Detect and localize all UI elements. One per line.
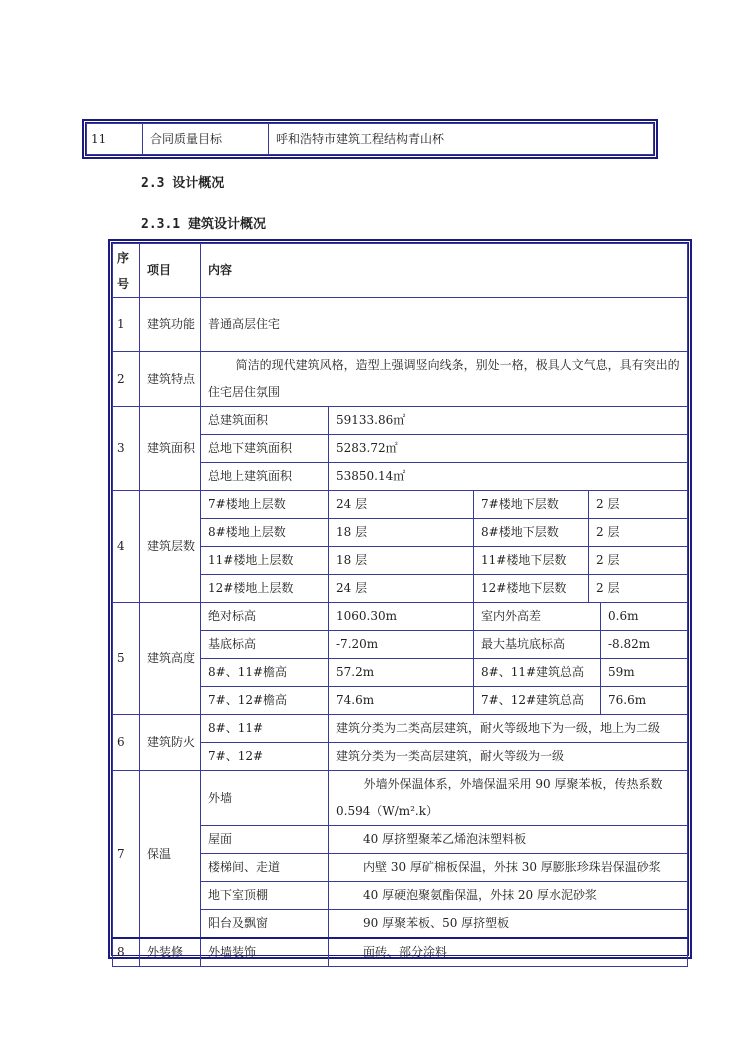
row-item: 保温 bbox=[140, 771, 201, 939]
row-item: 建筑功能 bbox=[140, 298, 201, 352]
table-row bbox=[113, 352, 688, 407]
table-row bbox=[113, 407, 688, 435]
cell-label: 8#、11# bbox=[201, 715, 329, 743]
header-content: 内容 bbox=[201, 244, 688, 298]
table-row bbox=[113, 491, 688, 519]
cell-label: 最大基坑底标高 bbox=[474, 631, 601, 659]
table-row bbox=[87, 124, 654, 155]
cell-label: 总地下建筑面积 bbox=[201, 435, 329, 463]
row-number: 1 bbox=[113, 298, 140, 352]
design-overview-table bbox=[109, 240, 691, 958]
cell-value: 2 层 bbox=[589, 519, 688, 547]
row-number: 2 bbox=[113, 352, 140, 407]
cell-value: 建筑分类为二类高层建筑，耐火等级地下为一级，地上为二级 bbox=[329, 715, 688, 743]
header-item: 项目 bbox=[140, 244, 201, 298]
table-row bbox=[113, 298, 688, 352]
cell-value: 40 厚挤塑聚苯乙烯泡沫塑料板 bbox=[329, 826, 688, 854]
cell-label: 地下室顶棚 bbox=[201, 882, 329, 910]
cell-label: 12#楼地下层数 bbox=[474, 575, 589, 603]
row-item: 外装修 bbox=[140, 938, 201, 967]
cell-value: 40 厚硬泡聚氨酯保温，外抹 20 厚水泥砂浆 bbox=[329, 882, 688, 910]
cell-label: 12#楼地上层数 bbox=[201, 575, 329, 603]
row-number: 4 bbox=[113, 491, 140, 603]
cell-label: 8#楼地上层数 bbox=[201, 519, 329, 547]
cell-value: 76.6m bbox=[601, 687, 688, 715]
row-item: 建筑层数 bbox=[140, 491, 201, 603]
subsection-heading: 2.3.1 建筑设计概况 bbox=[141, 217, 266, 232]
row-number: 3 bbox=[113, 407, 140, 491]
cell-label: 7#楼地下层数 bbox=[474, 491, 589, 519]
cell-value: 74.6m bbox=[329, 687, 474, 715]
cell-value: -8.82m bbox=[601, 631, 688, 659]
row-number: 7 bbox=[113, 771, 140, 939]
row-item: 建筑特点 bbox=[140, 352, 201, 407]
cell-label: 基底标高 bbox=[201, 631, 329, 659]
cell-label: 外墙装饰 bbox=[201, 938, 329, 967]
cell-label: 总地上建筑面积 bbox=[201, 463, 329, 491]
row-number: 11 bbox=[87, 124, 143, 155]
cell-label: 7#、12# bbox=[201, 743, 329, 771]
cell-value: 外墙外保温体系，外墙保温采用 90 厚聚苯板，传热系数 0.594（W/m².k） bbox=[329, 771, 688, 826]
cell-value: 24 层 bbox=[329, 575, 474, 603]
table-row bbox=[113, 715, 688, 743]
cell-value: 0.6m bbox=[601, 603, 688, 631]
cell-label: 7#、12#建筑总高 bbox=[474, 687, 601, 715]
cell-value: 建筑分类为一类高层建筑，耐火等级为一级 bbox=[329, 743, 688, 771]
row-item: 合同质量目标 bbox=[143, 124, 269, 155]
quality-target-table bbox=[83, 120, 657, 158]
table-row bbox=[113, 938, 688, 967]
row-number: 8 bbox=[113, 938, 140, 967]
cell-label: 11#楼地下层数 bbox=[474, 547, 589, 575]
cell-label: 室内外高差 bbox=[474, 603, 601, 631]
cell-value: 2 层 bbox=[589, 575, 688, 603]
cell-value: 2 层 bbox=[589, 491, 688, 519]
cell-value: 53850.14㎡ bbox=[329, 463, 688, 491]
row-content: 呼和浩特市建筑工程结构青山杯 bbox=[269, 124, 654, 155]
cell-value: 24 层 bbox=[329, 491, 474, 519]
cell-label: 绝对标高 bbox=[201, 603, 329, 631]
row-content: 简洁的现代建筑风格，造型上强调竖向线条，别处一格，极具人文气息，具有突出的住宅居住氛围 bbox=[201, 352, 688, 407]
table-header bbox=[113, 244, 688, 298]
cell-value: 18 层 bbox=[329, 547, 474, 575]
table-row bbox=[113, 771, 688, 826]
cell-label: 11#楼地上层数 bbox=[201, 547, 329, 575]
cell-value: 57.2m bbox=[329, 659, 474, 687]
cell-label: 8#楼地下层数 bbox=[474, 519, 589, 547]
cell-label: 屋面 bbox=[201, 826, 329, 854]
cell-value: 面砖、部分涂料 bbox=[329, 938, 688, 967]
cell-value: 1060.30m bbox=[329, 603, 474, 631]
row-item: 建筑高度 bbox=[140, 603, 201, 715]
row-number: 6 bbox=[113, 715, 140, 771]
cell-value: 59133.86㎡ bbox=[329, 407, 688, 435]
cell-value: 2 层 bbox=[589, 547, 688, 575]
row-content: 普通高层住宅 bbox=[201, 298, 688, 352]
row-item: 建筑防火 bbox=[140, 715, 201, 771]
row-item: 建筑面积 bbox=[140, 407, 201, 491]
cell-label: 阳台及飘窗 bbox=[201, 910, 329, 939]
cell-label: 7#、12#檐高 bbox=[201, 687, 329, 715]
cell-label: 楼梯间、走道 bbox=[201, 854, 329, 882]
cell-label: 总建筑面积 bbox=[201, 407, 329, 435]
cell-label: 外墙 bbox=[201, 771, 329, 826]
cell-value: 90 厚聚苯板、50 厚挤塑板 bbox=[329, 910, 688, 939]
table-row bbox=[113, 603, 688, 631]
cell-value: -7.20m bbox=[329, 631, 474, 659]
cell-label: 8#、11#建筑总高 bbox=[474, 659, 601, 687]
cell-value: 内壁 30 厚矿棉板保温，外抹 30 厚膨胀珍珠岩保温砂浆 bbox=[329, 854, 688, 882]
section-heading: 2.3 设计概况 bbox=[141, 176, 225, 191]
cell-value: 59m bbox=[601, 659, 688, 687]
cell-label: 7#楼地上层数 bbox=[201, 491, 329, 519]
row-number: 5 bbox=[113, 603, 140, 715]
cell-value: 5283.72㎡ bbox=[329, 435, 688, 463]
cell-value: 18 层 bbox=[329, 519, 474, 547]
header-no: 序号 bbox=[113, 244, 140, 298]
cell-label: 8#、11#檐高 bbox=[201, 659, 329, 687]
